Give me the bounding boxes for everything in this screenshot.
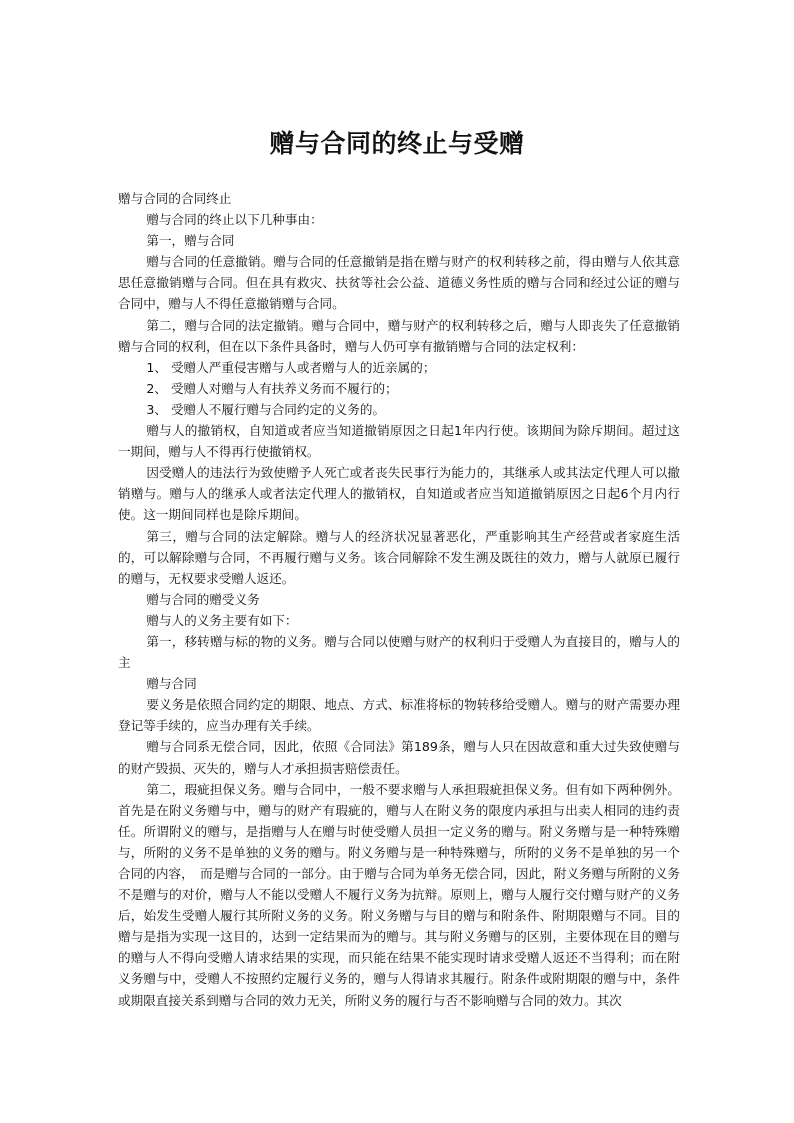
- paragraph: 赠与合同的合同终止: [118, 191, 232, 206]
- paragraph: 要义务是依照合同约定的期限、地点、方式、标准将标的物转移给受赠人。赠与的财产需要办理登记等手续的，应当办理有关手续。: [118, 697, 680, 734]
- list-item: 2、 受赠人对赠与人有扶养义务而不履行的；: [146, 380, 398, 396]
- paragraph: 赠与合同的终止以下几种事由：: [146, 212, 323, 228]
- paragraph: 第一，移转赠与标的物的义务。赠与合同以使赠与财产的权利归于受赠人为直接目的，赠与人的主: [118, 633, 680, 671]
- paragraph: 第一，赠与合同: [146, 233, 235, 249]
- document-body: [118, 188, 680, 1011]
- document-title: 赠与合同的终止与受赠: [269, 129, 525, 158]
- section-heading: 赠与合同的赠受义务: [146, 591, 260, 607]
- paragraph: 赠与人的义务主要有如下：: [146, 612, 298, 628]
- paragraph: 赠与合同: [146, 676, 197, 692]
- paragraph: 赠与合同系无偿合同，因此，依照《合同法》第189条，赠与人只在因故意和重大过失致使赠与的财产毁损、灭失的，赠与人才承担损害赔偿责任。: [118, 739, 680, 776]
- paragraph: 第三，赠与合同的法定解除。赠与人的经济状况显著恶化，严重影响其生产经营或者家庭生活的，可以解除赠与合同，不再履行赠与义务。该合同解除不发生溯及既往的效力，赠与人就原已履行的赠与，无权要求受赠人返还。: [118, 528, 680, 586]
- list-item: 1、 受赠人严重侵害赠与人或者赠与人的近亲属的；: [146, 359, 436, 375]
- paragraph: 第二，赠与合同的法定撤销。赠与合同中，赠与财产的权利转移之后，赠与人即丧失了任意撤销赠与合同的权利，但在以下条件具备时，赠与人仍可享有撤销赠与合同的法定权利：: [118, 317, 680, 354]
- paragraph: 赠与人的撤销权，自知道或者应当知道撤销原因之日起1年内行使。该期间为除斥期间。超过这一期间，赠与人不得再行使撤销权。: [118, 423, 680, 460]
- paragraph: 因受赠人的违法行为致使赠予人死亡或者丧失民事行为能力的，其继承人或其法定代理人可以撤销赠与。赠与人的继承人或者法定代理人的撤销权，自知道或者应当知道撤销原因之日起6个月内行使。这一期间同样也是除斥期间。: [118, 465, 680, 523]
- paragraph: 赠与合同的任意撤销。赠与合同的任意撤销是指在赠与财产的权利转移之前，得由赠与人依其意思任意撤销赠与合同。但在具有救灾、扶贫等社会公益、道德义务性质的赠与合同和经过公证的赠与合同中，赠与人不得任意撤销赠与合同。: [118, 254, 680, 312]
- list-item: 3、 受赠人不履行赠与合同约定的义务的。: [146, 401, 386, 417]
- paragraph: 第二，瑕疵担保义务。赠与合同中，一般不要求赠与人承担瑕疵担保义务。但有如下两种例外。首先是在附义务赠与中，赠与的财产有瑕疵的，赠与人在附义务的限度内承担与出卖人相同的违约责任。所谓附义的赠与，是指赠与人在赠与时使受赠人员担一定义务的赠与。附义务赠与是一种特殊赠与，所附的义务不是单独的义务的赠与。附义务赠与是一种特殊赠与，所附的义务不是单独的另一个合同的内容， 而是赠与合同的一部分。由于赠与合同为单务无偿合同，因此，附义务赠与所附的义务不是赠与的对价，赠与人不能以受赠人不履行义务为抗辩。原则上，赠与人履行交付赠与财产的义务后，始发生受赠人履行其所附义务的义务。附义务赠与与目的赠与和附条件、附期限赠与不同。目的赠与是指为实现一这目的，达到一定结果而为的赠与。其与附义务赠与的区别，主要体现在目的赠与的赠与人不得向受赠人请求结果的实现，而只能在结果不能实现时请求受赠人返还不当得利；而在附义务赠与中，受赠人不按照约定履行义务的，赠与人得请求其履行。附条件或附期限的赠与中，条件或期限直接关系到赠与合同的效力无关，所附义务的履行与否不影响赠与合同的效力。其次: [118, 781, 680, 1008]
